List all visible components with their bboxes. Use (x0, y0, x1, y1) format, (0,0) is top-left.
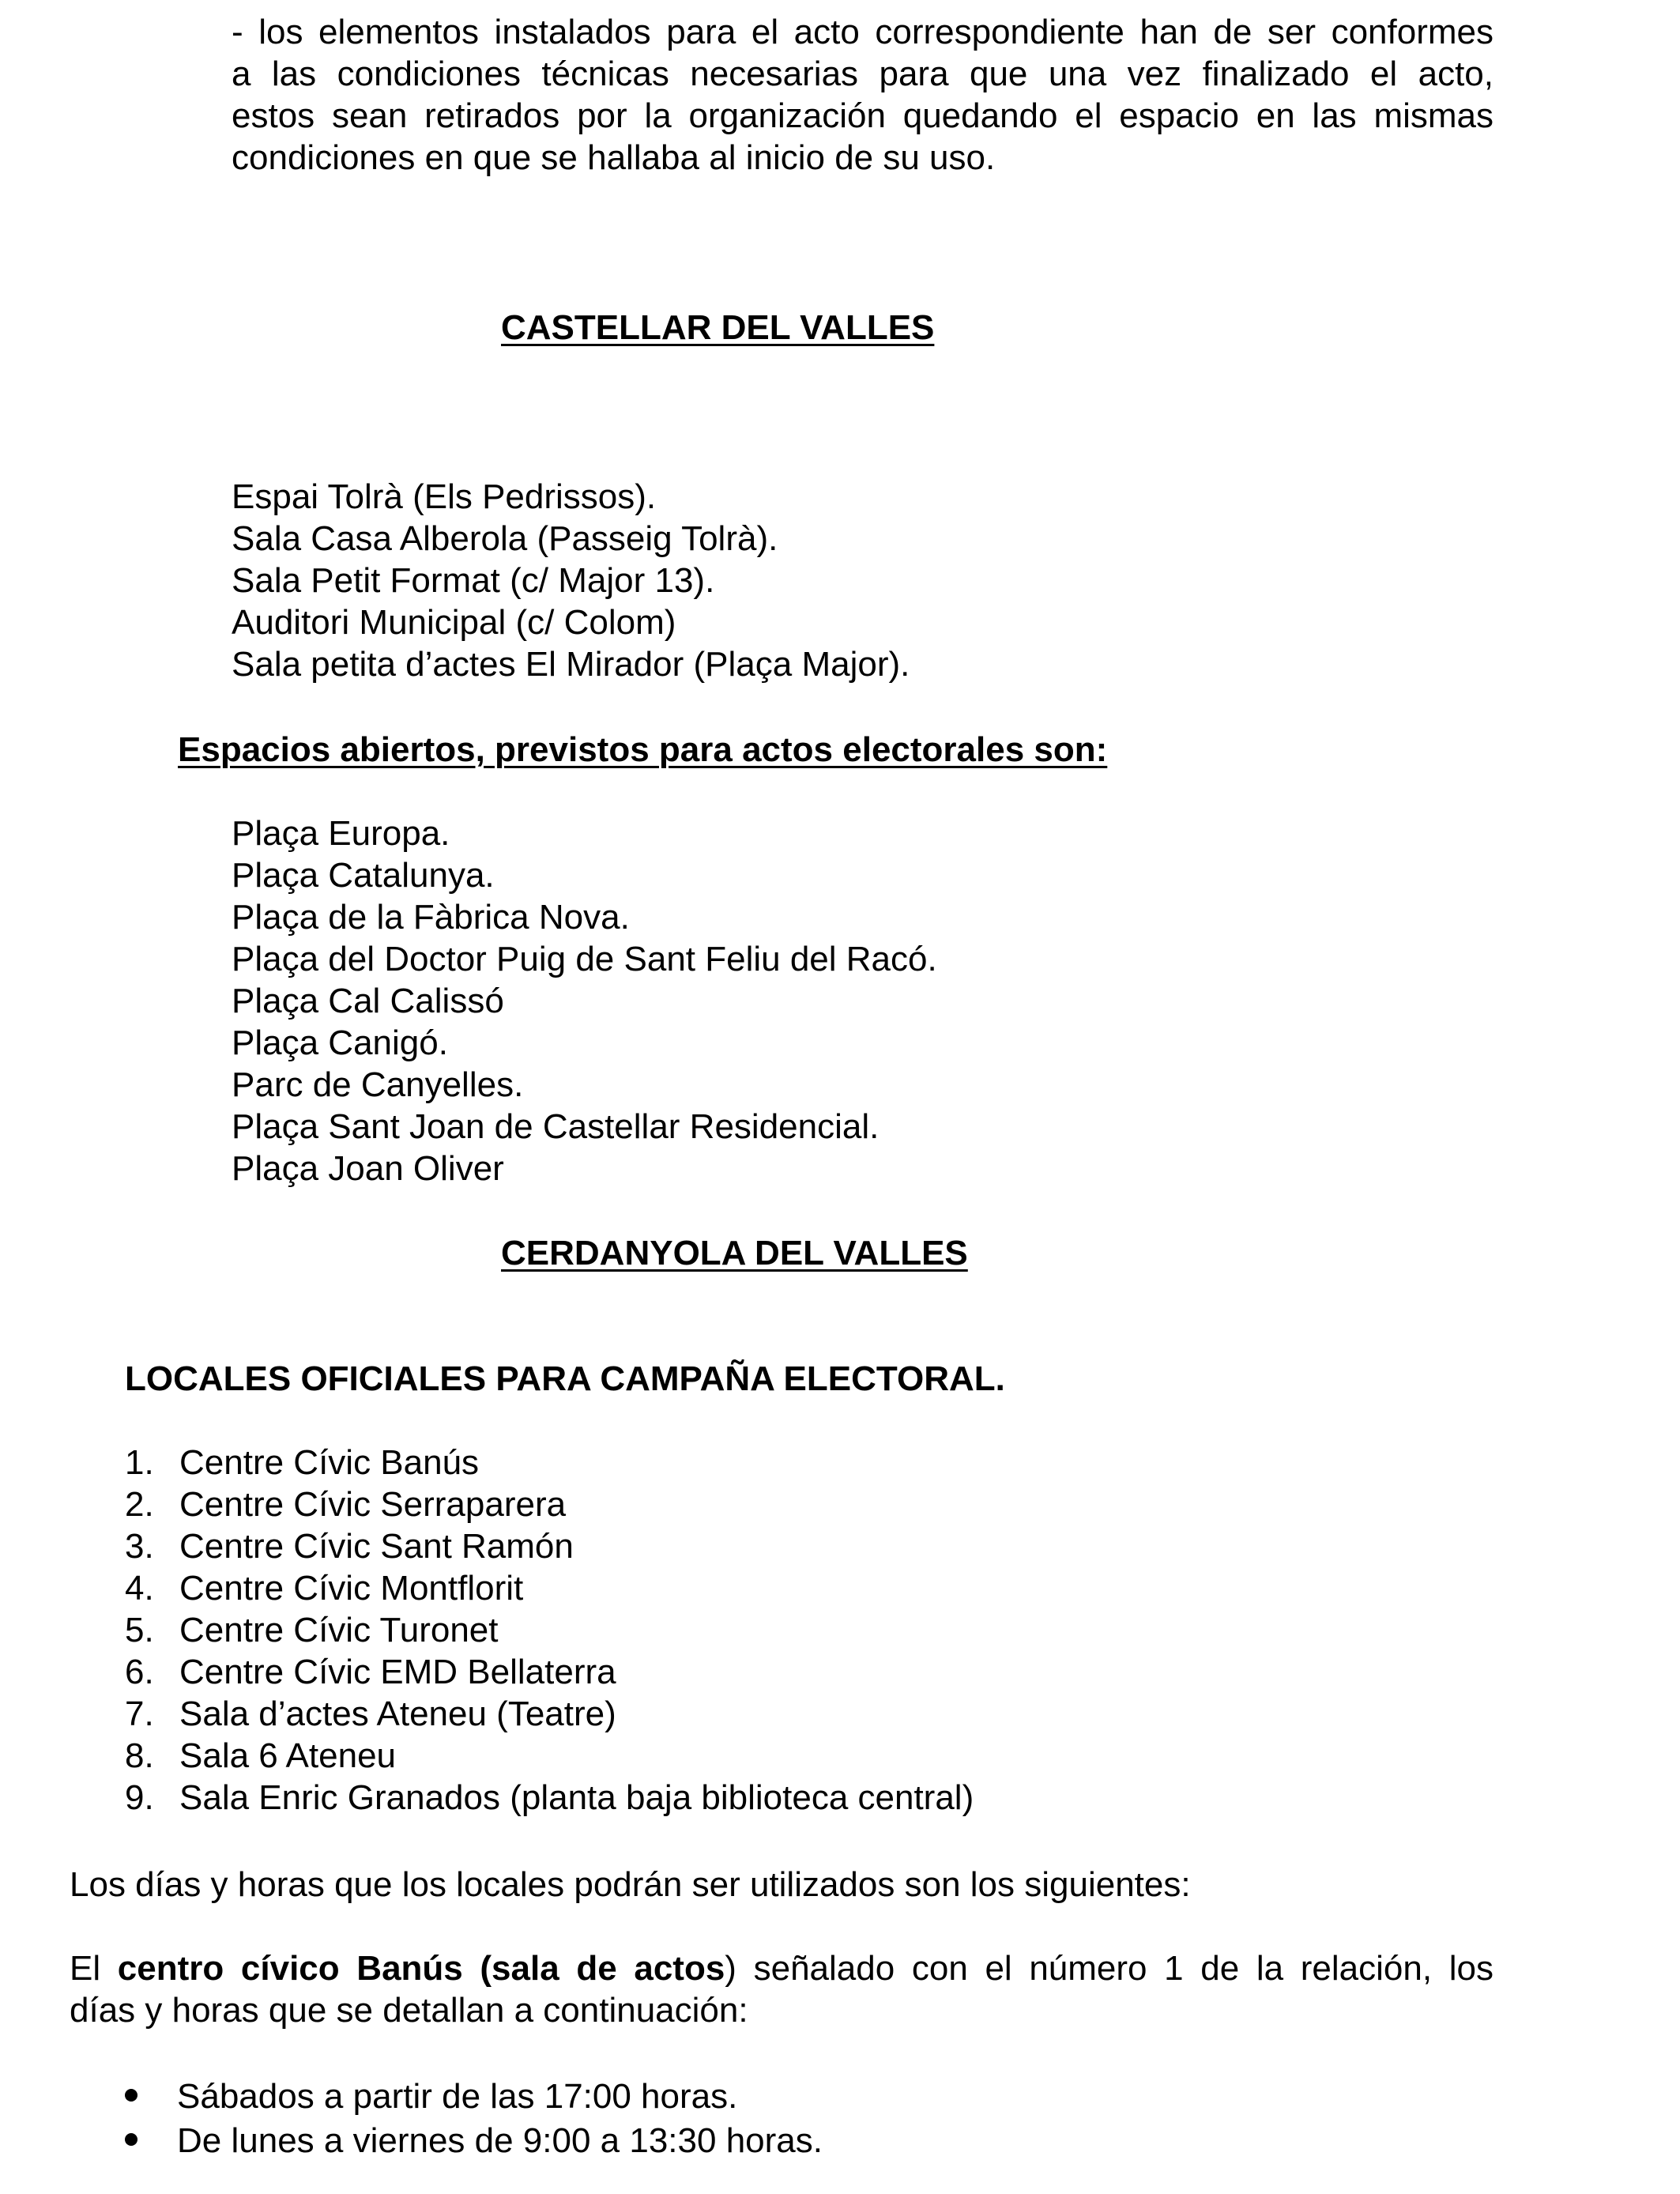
intro-line: a las condiciones técnicas necesarias para que una vez finalizado el acto, (232, 55, 1494, 93)
list-item (125, 1483, 974, 1525)
schedule-list (125, 2075, 823, 2164)
item-label: Sala 6 Ateneu (179, 1736, 397, 1775)
list-item: Plaça Cal Calissó (232, 982, 504, 1020)
item-label: Centre Cívic Serraparera (179, 1485, 567, 1524)
list-item: Plaça Canigó. (232, 1023, 448, 1062)
list-item (125, 1609, 974, 1651)
locales-oficiales-heading: LOCALES OFICIALES PARA CAMPAÑA ELECTORAL. (125, 1359, 1005, 1398)
list-item: Plaça de la Fàbrica Nova. (232, 898, 630, 937)
list-item (125, 1651, 974, 1693)
list-item: Espai Tolrà (Els Pedrissos). (232, 477, 657, 516)
banus-bold-text: centro cívico Banús (sala de actos (117, 1949, 725, 1988)
list-item: Plaça Europa. (232, 814, 450, 853)
item-number: 2. (125, 1485, 154, 1524)
item-number: 7. (125, 1695, 154, 1733)
bullet-icon (125, 2133, 137, 2146)
intro-line: estos sean retirados por la organización quedando el espacio en las mismas (232, 96, 1494, 135)
item-number: 8. (125, 1736, 154, 1775)
list-item (125, 1442, 974, 1483)
item-number: 4. (125, 1569, 154, 1608)
banus-line-2: días y horas que se detallan a continuación: (70, 1991, 748, 2030)
days-intro-paragraph: Los días y horas que los locales podrán ser utilizados son los siguientes: (70, 1865, 1191, 1904)
item-label: Centre Cívic EMD Bellaterra (179, 1653, 616, 1691)
list-item (125, 1777, 974, 1819)
intro-line: condiciones en que se hallaba al inicio de su uso. (232, 138, 996, 177)
list-item: Plaça Sant Joan de Castellar Residencial. (232, 1107, 880, 1146)
item-label: Centre Cívic Banús (179, 1443, 480, 1482)
item-number: 1. (125, 1443, 154, 1482)
list-item: Sala Petit Format (c/ Major 13). (232, 561, 715, 600)
castellar-heading: CASTELLAR DEL VALLES (501, 308, 935, 347)
list-item: Plaça del Doctor Puig de Sant Feliu del Racó. (232, 940, 937, 978)
bullet-icon (125, 2089, 137, 2102)
item-number: 6. (125, 1653, 154, 1691)
item-label: Centre Cívic Sant Ramón (179, 1527, 574, 1566)
banus-line-1 (70, 1947, 1494, 1989)
list-item: Plaça Joan Oliver (232, 1149, 504, 1188)
item-label: Centre Cívic Montflorit (179, 1569, 524, 1608)
intro-line: - los elementos instalados para el acto correspondiente han de ser conformes (232, 13, 1494, 51)
open-spaces-list (232, 812, 937, 1189)
cerdanyola-heading: CERDANYOLA DEL VALLES (501, 1234, 968, 1272)
banus-paragraph (70, 1947, 1494, 2031)
item-label: Sábados a partir de las 17:00 horas. (177, 2077, 738, 2116)
cerdanyola-locales-list (125, 1442, 974, 1819)
intro-paragraph (232, 11, 1494, 179)
banus-rest: ) señalado con el número 1 de la relación, los (725, 1949, 1494, 1988)
castellar-locales-list (232, 476, 910, 685)
item-label: Sala d’actes Ateneu (Teatre) (179, 1695, 616, 1733)
item-label: De lunes a viernes de 9:00 a 13:30 horas. (177, 2121, 823, 2160)
list-item (125, 2075, 823, 2120)
item-number: 3. (125, 1527, 154, 1566)
list-item: Auditori Municipal (c/ Colom) (232, 603, 676, 642)
item-label: Sala Enric Granados (planta baja biblioteca central) (179, 1778, 974, 1817)
list-item: Sala Casa Alberola (Passeig Tolrà). (232, 519, 778, 558)
list-item: Sala petita d’actes El Mirador (Plaça Major). (232, 645, 910, 684)
list-item (125, 1525, 974, 1567)
list-item: Parc de Canyelles. (232, 1065, 524, 1104)
list-item (125, 1567, 974, 1609)
item-label: Centre Cívic Turonet (179, 1611, 499, 1649)
item-number: 9. (125, 1778, 154, 1817)
open-spaces-heading: Espacios abiertos, previstos para actos electorales son: (178, 730, 1108, 769)
banus-prefix: El (70, 1949, 118, 1988)
list-item: Plaça Catalunya. (232, 856, 495, 895)
list-item (125, 1735, 974, 1777)
list-item (125, 2120, 823, 2164)
item-number: 5. (125, 1611, 154, 1649)
list-item (125, 1693, 974, 1735)
